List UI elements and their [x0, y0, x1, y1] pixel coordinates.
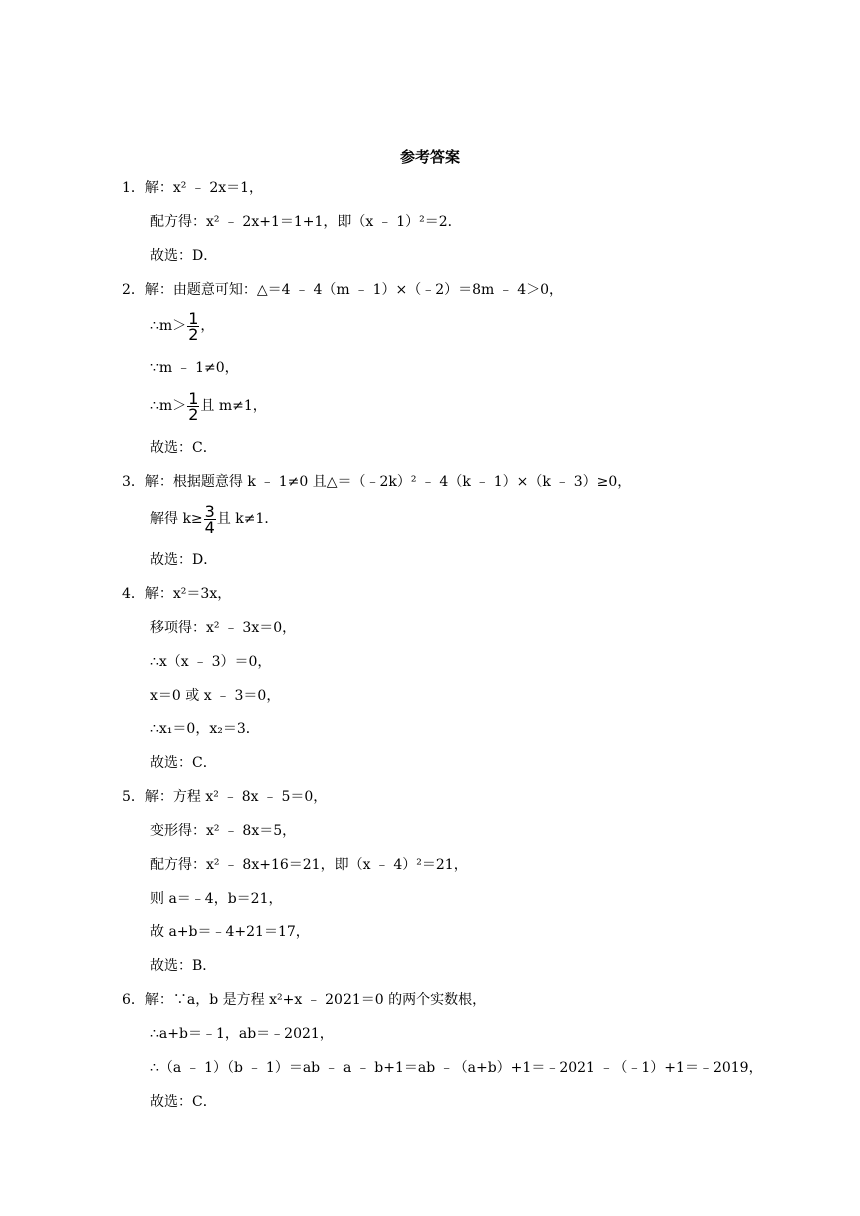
answer-4-step: 移项得：x² ﹣ 3x＝0， — [150, 620, 297, 636]
text-segment: 解得 k≥ — [150, 511, 203, 527]
answer-2-step: ∵m ﹣ 1≠0， — [150, 360, 239, 376]
text-segment: ∴m＞ — [150, 398, 187, 414]
text-segment: 且 k≠1． — [216, 511, 279, 527]
answer-5-choice: 故选：B． — [150, 958, 217, 974]
fraction-numerator: 1 — [188, 308, 199, 328]
answer-5-step: 变形得：x² ﹣ 8x＝5， — [150, 823, 297, 839]
text-segment: ， — [200, 318, 215, 334]
answer-6-line: 6．解：∵a，b 是方程 x²+x ﹣ 2021＝0 的两个实数根， — [122, 992, 487, 1008]
fraction-denominator: 2 — [188, 404, 199, 424]
fraction-half — [187, 308, 199, 344]
answer-5-step: 则 a＝﹣4，b＝21， — [150, 891, 283, 907]
answer-2-fraction-step — [150, 309, 214, 343]
answer-4-step: ∴x（x ﹣ 3）＝0， — [150, 654, 272, 670]
answer-5-line: 5．解：方程 x² ﹣ 8x ﹣ 5＝0， — [122, 789, 328, 805]
answer-4-choice: 故选：C． — [150, 755, 217, 771]
answer-3-line: 3．解：根据题意得 k ﹣ 1≠0 且△＝（﹣2k）² ﹣ 4（k ﹣ 1）×（k ﹣ 3）≥0， — [122, 474, 632, 490]
answer-6-step: ∴（a ﹣ 1）（b ﹣ 1）＝ab ﹣ a ﹣ b+1＝ab ﹣（a+b）+1＝﹣2021 ﹣（﹣1）+1＝﹣2019， — [150, 1060, 763, 1076]
answer-4-line: 4．解：x²＝3x， — [122, 586, 232, 602]
answer-2-choice: 故选：C． — [150, 440, 217, 456]
answer-4-step: x＝0 或 x ﹣ 3＝0， — [150, 688, 281, 704]
answer-1-choice: 故选：D． — [150, 248, 218, 264]
page-title: 参考答案 — [399, 148, 460, 166]
answer-5-step: 故 a+b＝﹣4+21＝17， — [150, 924, 310, 940]
answer-1-line: 1．解：x² ﹣ 2x＝1， — [122, 180, 264, 196]
text-segment: ∴m＞ — [150, 318, 187, 334]
answer-3-fraction-step — [150, 502, 278, 536]
answer-6-choice: 故选：C． — [150, 1094, 217, 1110]
answer-6-step: ∴a+b＝﹣1，ab＝﹣2021， — [150, 1026, 334, 1042]
fraction-numerator: 1 — [188, 388, 199, 408]
answer-5-step: 配方得：x² ﹣ 8x+16＝21，即（x ﹣ 4）²＝21， — [150, 857, 468, 873]
text-segment: 且 m≠1， — [200, 398, 267, 414]
fraction-denominator: 4 — [204, 517, 215, 537]
fraction-denominator: 2 — [188, 324, 199, 344]
fraction-three-quarters — [204, 501, 216, 537]
fraction-numerator: 3 — [204, 501, 215, 521]
answer-4-step: ∴x₁＝0，x₂＝3． — [150, 721, 260, 737]
answer-2-line: 2．解：由题意可知：△＝4 ﹣ 4（m ﹣ 1）×（﹣2）＝8m ﹣ 4＞0， — [122, 282, 564, 298]
answer-2-fraction-step — [150, 389, 267, 423]
answer-1-step: 配方得：x² ﹣ 2x+1＝1+1，即（x ﹣ 1）²＝2． — [150, 214, 462, 230]
fraction-half — [187, 388, 199, 424]
answer-3-choice: 故选：D． — [150, 552, 218, 568]
